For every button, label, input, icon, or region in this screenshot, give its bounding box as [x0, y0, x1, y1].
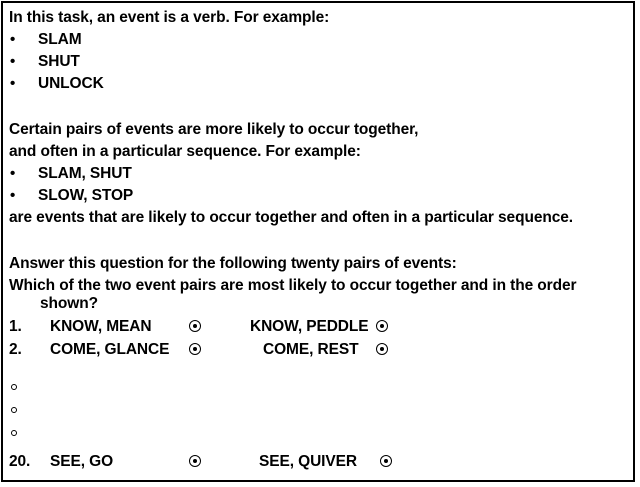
bullet-icon: •: [10, 53, 16, 70]
task-instructions-panel: [1, 1, 635, 482]
bullet-icon: •: [10, 75, 16, 92]
item-1-option-b-radio[interactable]: [376, 320, 388, 332]
question-intro: Answer this question for the following twenty pairs of events:: [9, 255, 457, 272]
ellipsis-dot-icon: [11, 384, 17, 390]
question-text-cont: shown?: [40, 295, 98, 312]
item-number: 2.: [9, 341, 22, 358]
example-event-2: SHUT: [38, 53, 80, 70]
bullet-icon: •: [10, 187, 16, 204]
item-number: 1.: [9, 318, 22, 335]
example-event-1: SLAM: [38, 31, 82, 48]
item-number: 20.: [9, 453, 31, 470]
question-text: Which of the two event pairs are most likely to occur together and in the order: [9, 277, 577, 294]
item-20-option-a-radio[interactable]: [189, 455, 201, 467]
item-1-option-a-label: KNOW, MEAN: [50, 318, 152, 335]
intro-text: In this task, an event is a verb. For example:: [9, 9, 330, 26]
example-pair-2: SLOW, STOP: [38, 187, 134, 204]
item-2-option-a-label: COME, GLANCE: [50, 341, 170, 358]
bullet-icon: •: [10, 165, 16, 182]
pairs-explanation: are events that are likely to occur together and often in a particular sequence.: [9, 209, 573, 226]
item-20-option-b-label: SEE, QUIVER: [259, 453, 357, 470]
item-2-option-b-radio[interactable]: [376, 343, 388, 355]
item-20-option-b-radio[interactable]: [380, 455, 392, 467]
bullet-icon: •: [10, 31, 16, 48]
item-1-option-a-radio[interactable]: [189, 320, 201, 332]
item-1-option-b-label: KNOW, PEDDLE: [250, 318, 369, 335]
item-2-option-a-radio[interactable]: [189, 343, 201, 355]
pairs-intro-text-2: and often in a particular sequence. For example:: [9, 143, 361, 160]
example-event-3: UNLOCK: [38, 75, 104, 92]
ellipsis-dot-icon: [11, 407, 17, 413]
ellipsis-dot-icon: [11, 430, 17, 436]
example-pair-1: SLAM, SHUT: [38, 165, 132, 182]
pairs-intro-text: Certain pairs of events are more likely to occur together,: [9, 121, 419, 138]
item-2-option-b-label: COME, REST: [263, 341, 359, 358]
item-20-option-a-label: SEE, GO: [50, 453, 114, 470]
